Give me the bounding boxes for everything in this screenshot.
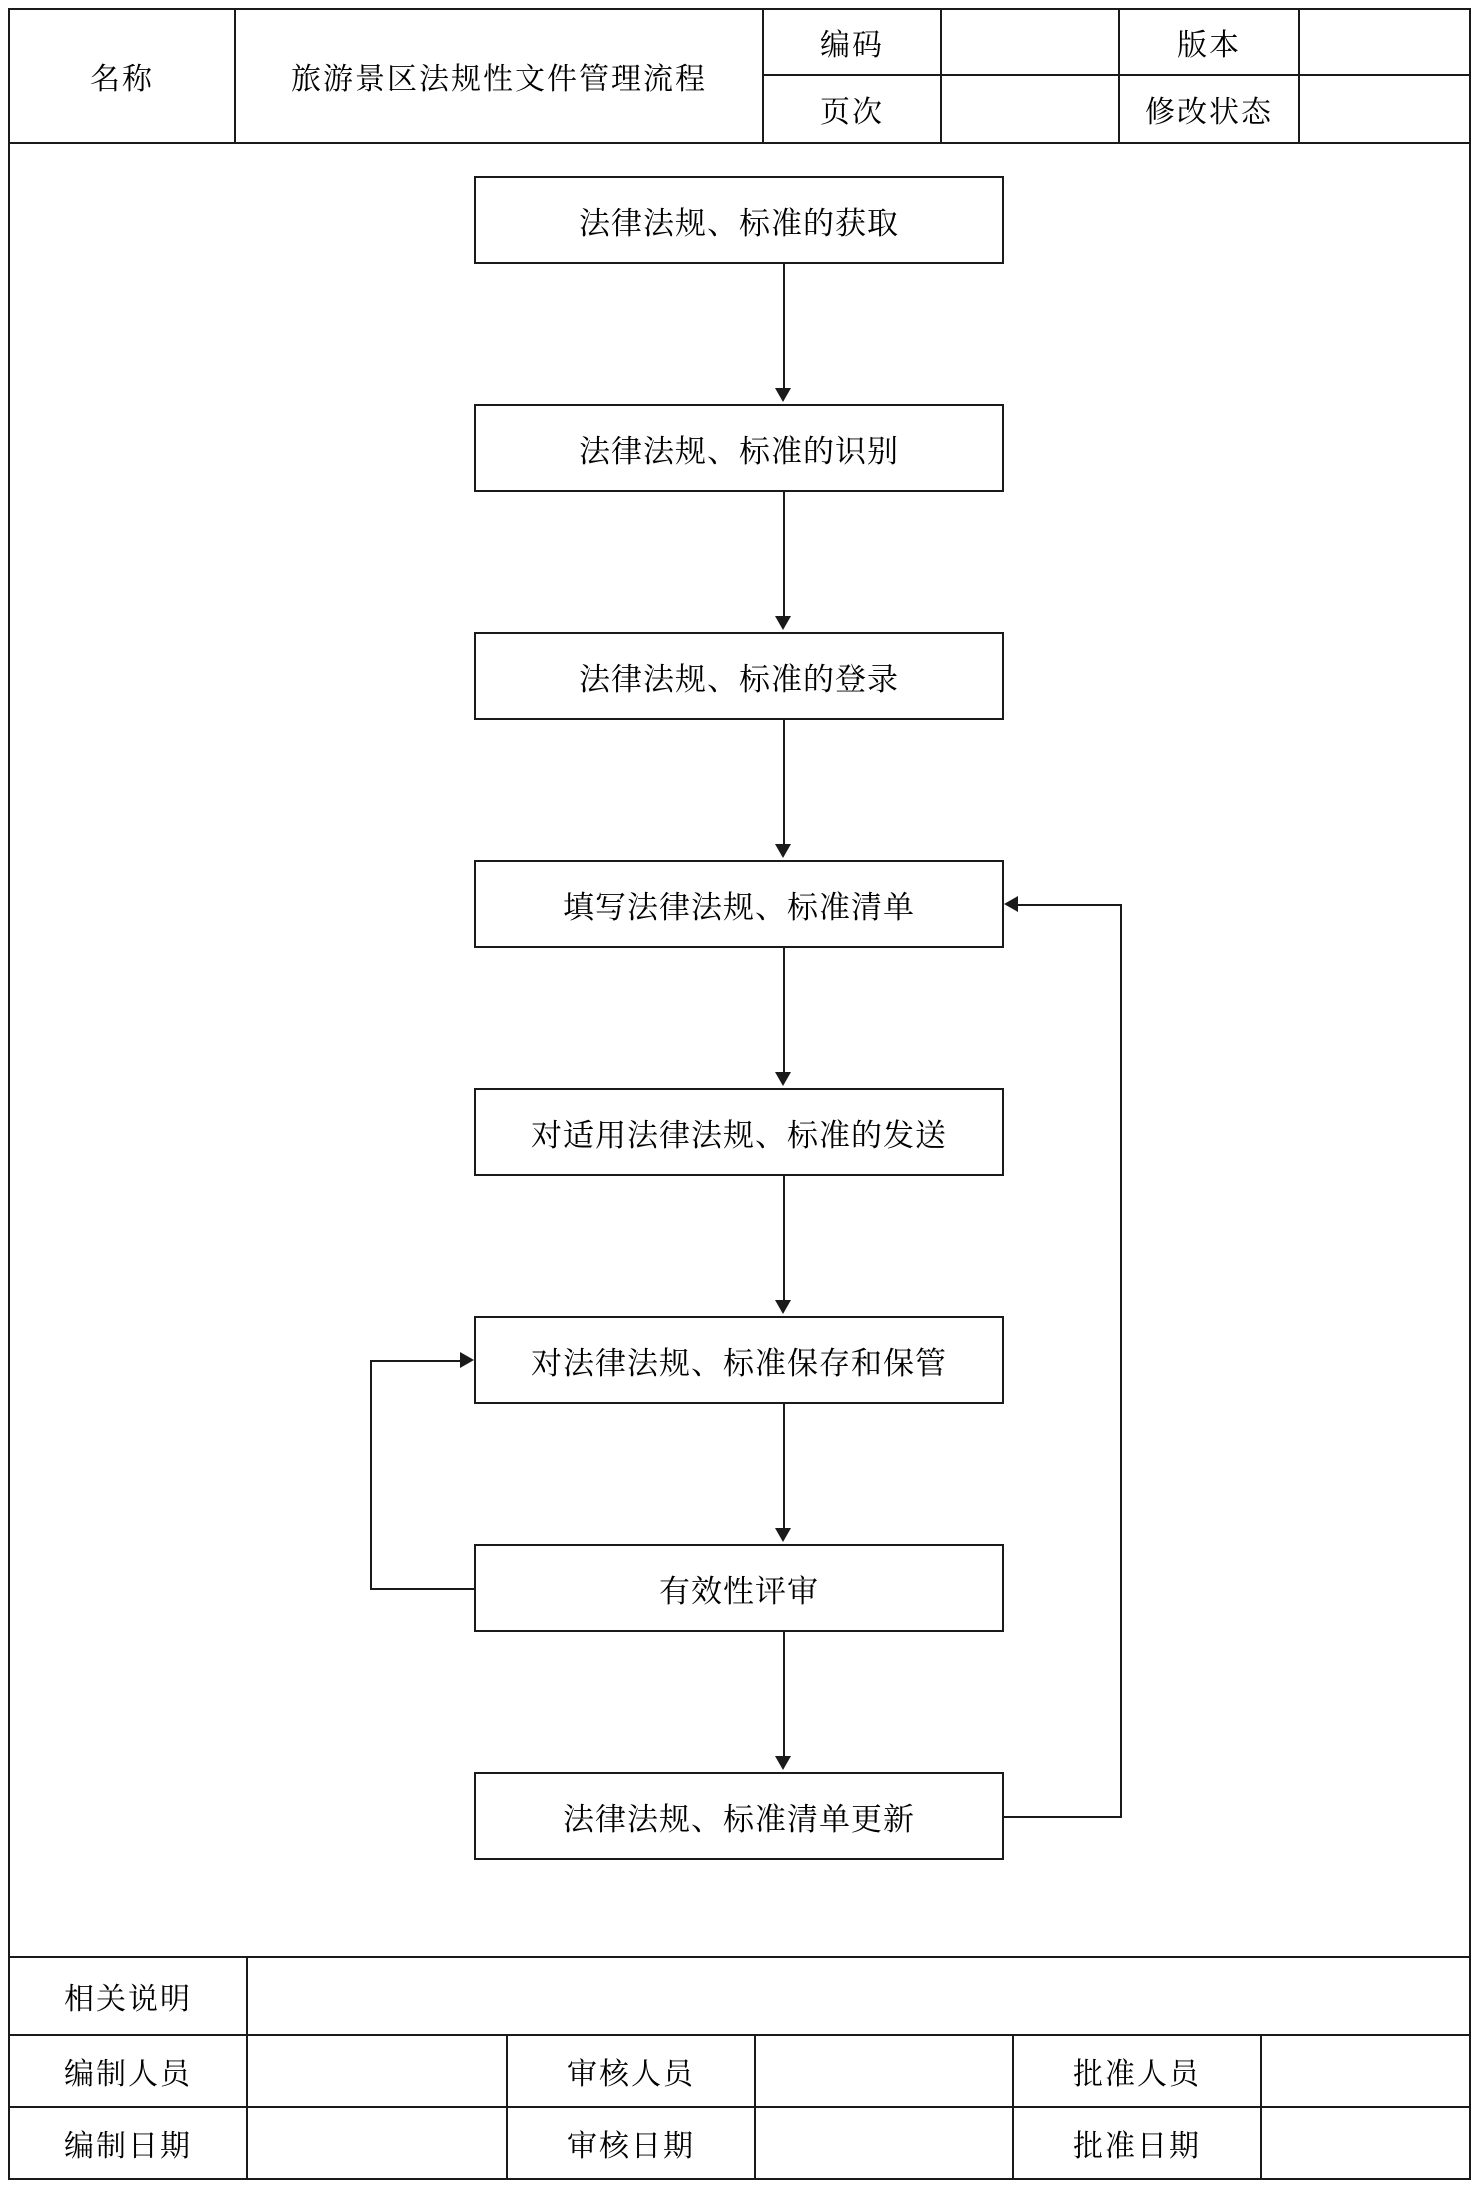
header-page-value[interactable] (940, 74, 1120, 144)
footer-reviewer-value[interactable] (754, 2034, 1014, 2108)
header-table (8, 8, 1471, 144)
arrow-7-8 (775, 1756, 791, 1770)
flow-node-2[interactable]: 法律法规、标准的识别 (474, 404, 1004, 492)
footer-review-date-value[interactable] (754, 2106, 1014, 2180)
arrow-2-3 (775, 616, 791, 630)
arrow-3-4 (775, 844, 791, 858)
footer-preparer-value[interactable] (246, 2034, 508, 2108)
connector-2-3 (783, 492, 785, 618)
flow-node-7[interactable]: 有效性评审 (474, 1544, 1004, 1632)
flowchart (8, 144, 1471, 1956)
feedback-8-4-top (1018, 904, 1122, 906)
flow-node-8[interactable]: 法律法规、标准清单更新 (474, 1772, 1004, 1860)
footer-remarks-label: 相关说明 (8, 1956, 248, 2036)
connector-5-6 (783, 1176, 785, 1302)
header-page-label: 页次 (762, 74, 942, 144)
arrow-feedback-7-6 (460, 1352, 474, 1368)
footer-approve-date-value[interactable] (1260, 2106, 1471, 2180)
header-code-value[interactable] (940, 8, 1120, 76)
footer-review-date-label: 审核日期 (506, 2106, 756, 2180)
flow-node-1[interactable]: 法律法规、标准的获取 (474, 176, 1004, 264)
footer-reviewer-label: 审核人员 (506, 2034, 756, 2108)
footer-remarks-value[interactable] (246, 1956, 1471, 2036)
footer-prepare-date-value[interactable] (246, 2106, 508, 2180)
arrow-6-7 (775, 1528, 791, 1542)
footer-approve-date-label: 批准日期 (1012, 2106, 1262, 2180)
header-version-label: 版本 (1118, 8, 1300, 76)
feedback-8-4-vertical (1120, 904, 1122, 1818)
feedback-8-4-bottom (1002, 1816, 1122, 1818)
arrow-feedback-8-4 (1004, 896, 1018, 912)
feedback-7-6-vertical (370, 1360, 372, 1590)
footer-prepare-date-label: 编制日期 (8, 2106, 248, 2180)
arrow-5-6 (775, 1300, 791, 1314)
footer-approver-value[interactable] (1260, 2034, 1471, 2108)
header-revision-value[interactable] (1298, 74, 1471, 144)
header-revision-label: 修改状态 (1118, 74, 1300, 144)
flow-node-4[interactable]: 填写法律法规、标准清单 (474, 860, 1004, 948)
header-title: 旅游景区法规性文件管理流程 (234, 8, 764, 144)
arrow-1-2 (775, 388, 791, 402)
header-code-label: 编码 (762, 8, 942, 76)
connector-7-8 (783, 1632, 785, 1758)
connector-4-5 (783, 948, 785, 1074)
footer-approver-label: 批准人员 (1012, 2034, 1262, 2108)
feedback-7-6-top (370, 1360, 462, 1362)
flow-node-6[interactable]: 对法律法规、标准保存和保管 (474, 1316, 1004, 1404)
flow-node-3[interactable]: 法律法规、标准的登录 (474, 632, 1004, 720)
footer-table (8, 1956, 1471, 2180)
header-version-value[interactable] (1298, 8, 1471, 76)
footer-preparer-label: 编制人员 (8, 2034, 248, 2108)
connector-1-2 (783, 264, 785, 390)
arrow-4-5 (775, 1072, 791, 1086)
feedback-7-6-bottom (370, 1588, 476, 1590)
flow-node-5[interactable]: 对适用法律法规、标准的发送 (474, 1088, 1004, 1176)
connector-6-7 (783, 1404, 785, 1530)
header-name-label: 名称 (8, 8, 236, 144)
connector-3-4 (783, 720, 785, 846)
